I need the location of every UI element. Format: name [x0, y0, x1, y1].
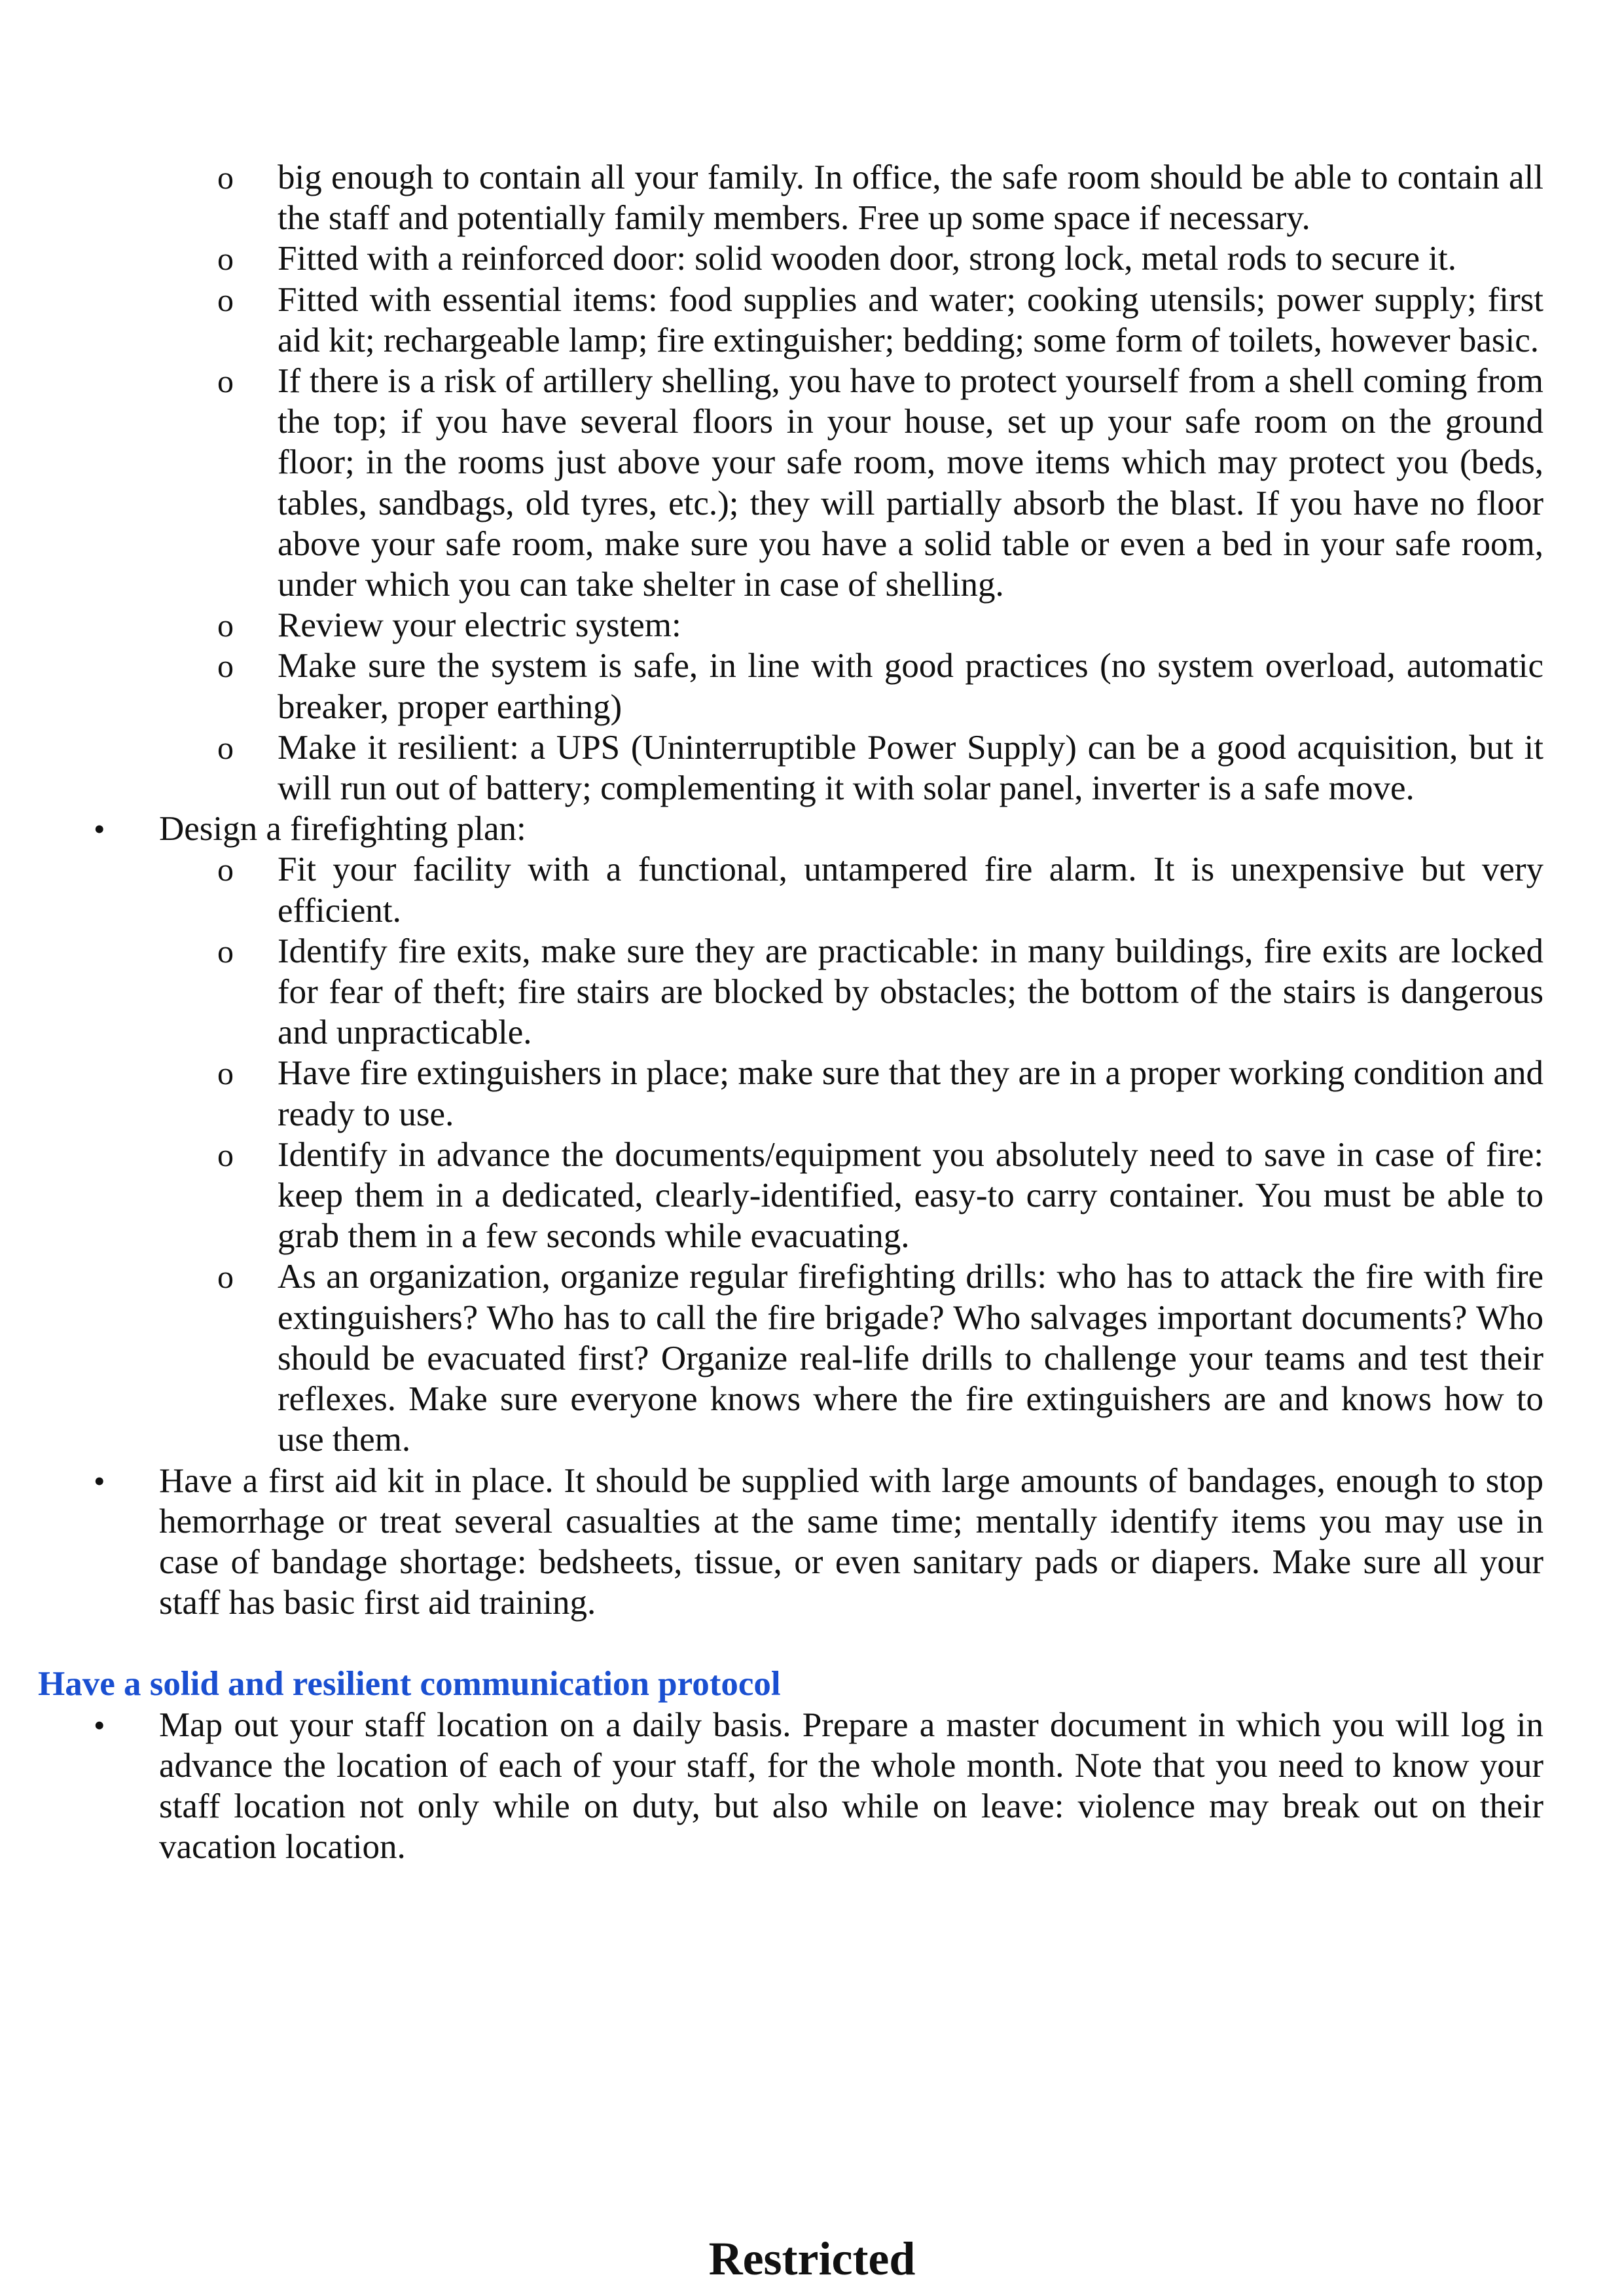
- circle-bullet-icon: o: [217, 1136, 234, 1173]
- list-item-text: Make sure the system is safe, in line with good practices (no system overload, automatic breaker, proper earthing): [278, 647, 1543, 726]
- bullet-list-item: [94, 809, 1543, 849]
- sub-list-item: [217, 849, 1543, 930]
- list-item-text: Have fire extinguishers in place; make sure that they are in a proper working condition and ready to use.: [278, 1054, 1543, 1133]
- sub-list-item: [217, 646, 1543, 727]
- sub-list-item: [217, 361, 1543, 605]
- circle-bullet-icon: o: [217, 1258, 234, 1296]
- circle-bullet-icon: o: [217, 1055, 234, 1092]
- circle-bullet-icon: o: [217, 851, 234, 888]
- circle-bullet-icon: o: [217, 647, 234, 685]
- circle-bullet-icon: o: [217, 932, 234, 970]
- section-spacer: [38, 1623, 1543, 1664]
- sub-list-item: [217, 727, 1543, 809]
- sub-list-item: [217, 605, 1543, 646]
- list-item-text: Fit your facility with a functional, untampered fire alarm. It is unexpensive but very efficient.: [278, 850, 1543, 930]
- list-item-text: Review your electric system:: [278, 606, 681, 645]
- section-heading: Have a solid and resilient communication protocol: [38, 1665, 781, 1704]
- list-item-text: Have a first aid kit in place. It should be supplied with large amounts of bandages, enough to stop hemorrhage or treat several casualties at the same time; mentally identify items you may use in case of bandage shortage: bedsheets, tissue, or even sanitary pads or diapers. Make sure all your staff has basic first aid training.: [159, 1461, 1543, 1622]
- list-item-text: Map out your staff location on a daily basis. Prepare a master document in which you will log in advance the location of each of your staff, for the whole month. Note that you need to know your staff location not only while on duty, but also while on leave: violence may break out on their vacation location.: [159, 1705, 1543, 1867]
- circle-bullet-icon: o: [217, 240, 234, 278]
- circle-bullet-icon: o: [217, 607, 234, 644]
- disc-bullet-icon: •: [94, 1706, 105, 1743]
- bullet-list-item: [94, 1705, 1543, 1868]
- bullet-list-item: [94, 1461, 1543, 1624]
- sub-list-item: [217, 1256, 1543, 1460]
- sub-list-item: [217, 1053, 1543, 1134]
- disc-bullet-icon: •: [94, 1462, 105, 1499]
- sub-list-item: [217, 931, 1543, 1053]
- circle-bullet-icon: o: [217, 363, 234, 400]
- list-item-text: Identify in advance the documents/equipment you absolutely need to save in case of fire: keep them in a dedicated, clearly-identified, easy-to carry container. You must be able to grab them in a few seconds while evacuating.: [278, 1135, 1543, 1256]
- circle-bullet-icon: o: [217, 281, 234, 318]
- list-item-text: If there is a risk of artillery shelling, you have to protect yourself from a shell coming from the top; if you have several floors in your house, set up your safe room on the ground floor; in the rooms just above your safe room, move items which may protect you (beds, tables, sandbags, old tyres, etc.); they will partially absorb the blast. If you have no floor above your safe room, make sure you have a solid table or even a bed in your safe room, under which you can take shelter in case of shelling.: [278, 362, 1543, 604]
- list-item-text: Design a firefighting plan:: [159, 810, 526, 848]
- sub-list-item: [217, 157, 1543, 238]
- classification-footer: Restricted: [708, 2232, 916, 2285]
- disc-bullet-icon: •: [94, 811, 105, 848]
- list-item-text: big enough to contain all your family. In office, the safe room should be able to contain all the staff and potentially family members. Free up some space if necessary.: [278, 158, 1543, 238]
- list-item-text: Identify fire exits, make sure they are practicable: in many buildings, fire exits are locked for fear of theft; fire stairs are blocked by obstacles; the bottom of the stairs is dangerous and unpracticable.: [278, 932, 1543, 1052]
- sub-list-item: [217, 1135, 1543, 1257]
- list-item-text: Fitted with a reinforced door: solid wooden door, strong lock, metal rods to secure it.: [278, 240, 1456, 278]
- list-item-text: Fitted with essential items: food supplies and water; cooking utensils; power supply; first aid kit; rechargeable lamp; fire extinguisher; bedding; some form of toilets, however basic.: [278, 280, 1543, 359]
- circle-bullet-icon: o: [217, 729, 234, 766]
- list-item-text: As an organization, organize regular firefighting drills: who has to attack the fire with fire extinguishers? Who has to call the fire brigade? Who salvages important documents? Who should be evacuated first? Organize real-life drills to challenge your teams and test their reflexes. Make sure everyone knows where the fire extinguishers are and knows how to use them.: [278, 1258, 1543, 1459]
- sub-list-item: [217, 238, 1543, 279]
- sub-list-item: [217, 280, 1543, 361]
- circle-bullet-icon: o: [217, 159, 234, 196]
- list-item-text: Make it resilient: a UPS (Uninterruptible Power Supply) can be a good acquisition, but it will run out of battery; complementing it with solar panel, inverter is a safe move.: [278, 728, 1543, 808]
- document-body: [38, 157, 1543, 1867]
